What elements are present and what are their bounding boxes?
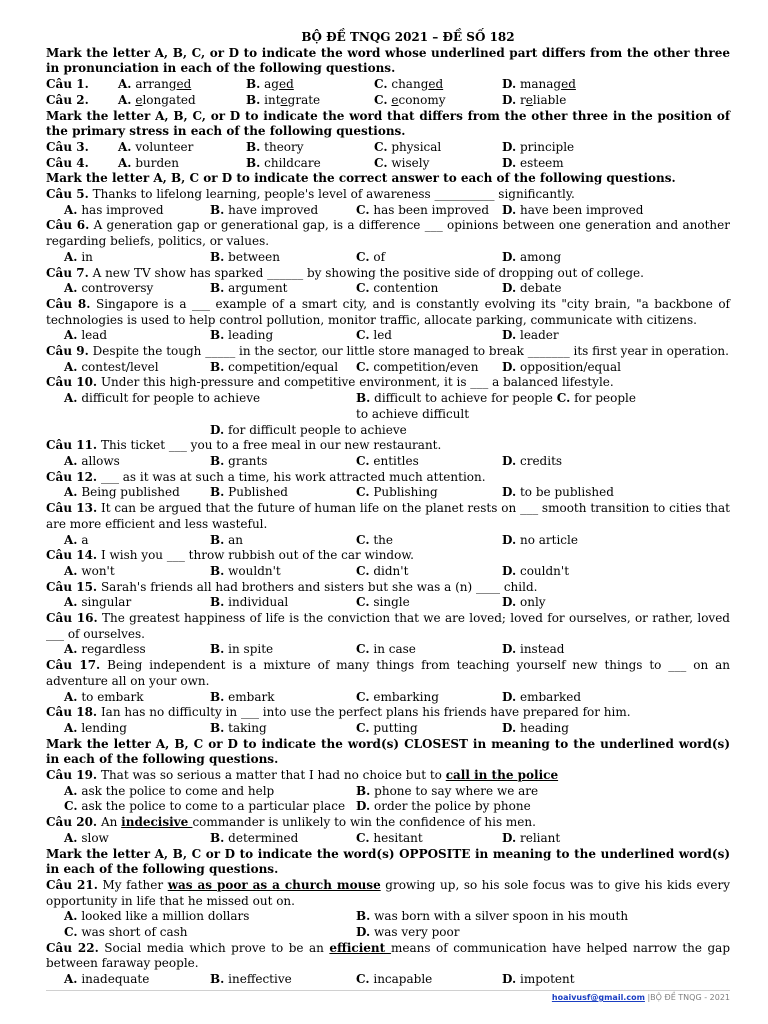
option-c: C. hesitant: [356, 830, 423, 845]
question-21-stem: Câu 21. My father was as poor as a church mouse growing up, so his sole focus was to give his kids every opportunity in life that he missed out on.: [46, 877, 730, 908]
question-11-options: [46, 454, 730, 470]
question-20-options: [46, 831, 730, 847]
question-8-stem: Câu 8. Singapore is a ___ example of a smart city, and is constantly evolving its "city brain, "a backbone of technologies is used to help control pollution, monitor traffic, allocate parking, communicate with citizens.: [46, 296, 730, 327]
question-11-stem: Câu 11. This ticket ___ you to a free meal in our new restaurant.: [46, 438, 442, 453]
instruction-pronunciation: Mark the letter A, B, C, or D to indicate the word whose underlined part differs from the other three in pronunciation in each of the following questions.: [46, 45, 730, 76]
option-b: B. embark: [210, 689, 275, 704]
instruction-opposite: Mark the letter A, B, C or D to indicate the word(s) OPPOSITE in meaning to the underlined word(s) in each of the following questions.: [46, 846, 730, 877]
option-c: C. competition/even: [356, 359, 479, 374]
option-b: B. individual: [210, 595, 289, 610]
option-a: A. regardless: [64, 642, 146, 657]
option-d: D. have been improved: [502, 202, 644, 217]
option-d: D. managed: [502, 77, 576, 92]
question-12-options: [46, 485, 730, 501]
option-d: D. instead: [502, 642, 565, 657]
option-d: D. leader: [502, 328, 559, 343]
instruction-stress: Mark the letter A, B, C, or D to indicate the word that differs from the other three in the position of the primary stress in each of the following questions.: [46, 108, 730, 139]
option-a: A. inadequate: [64, 972, 150, 987]
option-b: B. theory: [246, 139, 304, 154]
question-16-options: [46, 642, 730, 658]
question-9-options: [46, 360, 730, 376]
option-b: B. grants: [210, 453, 268, 468]
option-b: B. Published: [210, 485, 288, 500]
question-22-options: [46, 972, 730, 988]
question-14-options: [46, 564, 730, 580]
option-d: D. to be published: [502, 485, 614, 500]
option-d: D. opposition/equal: [502, 359, 621, 374]
question-16-stem: Câu 16. The greatest happiness of life is the conviction that we are loved; loved for ourselves, or rather, loved ___ of ourselves.: [46, 611, 730, 641]
option-a: A. singular: [64, 595, 132, 610]
question-8-options: [46, 328, 730, 344]
option-d: D. order the police by phone: [356, 799, 531, 814]
exam-page: [46, 30, 730, 988]
question-15-stem: Câu 15. Sarah's friends all had brothers and sisters but she was a (n) ____ child.: [46, 579, 538, 594]
option-b: B. aged: [246, 77, 294, 92]
option-d: D. reliant: [502, 830, 561, 845]
option-c: C. putting: [356, 720, 418, 735]
option-a: A. allows: [64, 453, 120, 468]
footer-separator: |: [644, 993, 651, 1002]
option-c: C. has been improved: [356, 202, 490, 217]
option-b: B. between: [210, 249, 280, 264]
option-d: D. for difficult people to achieve: [210, 422, 407, 437]
option-a: A. looked like a million dollars: [64, 909, 250, 924]
footer-email-link[interactable]: hoaivusf@gmail.com: [551, 993, 645, 1002]
option-b: B. ineffective: [210, 972, 292, 987]
question-number: Câu 1.: [46, 77, 89, 92]
option-c: C. in case: [356, 642, 416, 657]
option-b: B. taking: [210, 720, 267, 735]
question-18-stem: Câu 18. Ian has no difficulty in ___ into use the perfect plans his friends have prepared for him.: [46, 705, 631, 720]
option-b: B. phone to say where we are: [356, 783, 539, 798]
question-19-options: [46, 784, 730, 815]
option-a: A. controversy: [64, 281, 154, 296]
option-a: A. difficult for people to achieve: [64, 391, 261, 406]
option-a: A. volunteer: [118, 139, 194, 154]
option-a: A. a: [64, 532, 89, 547]
option-b: B. leading: [210, 328, 274, 343]
option-b: B. argument: [210, 281, 288, 296]
option-a: A. lead: [64, 328, 108, 343]
option-c: C. economy: [374, 92, 446, 107]
option-a: A. won't: [64, 563, 115, 578]
question-2: [46, 93, 730, 109]
option-a: A. ask the police to come and help: [64, 783, 275, 798]
option-b: B. integrate: [246, 92, 321, 107]
option-c: C. entitles: [356, 453, 419, 468]
option-c: C. physical: [374, 139, 442, 154]
option-b: B. have improved: [210, 202, 319, 217]
question-13-options: [46, 533, 730, 549]
option-a: A. arranged: [118, 77, 192, 92]
option-c: C. changed: [374, 77, 444, 92]
instruction-closest: Mark the letter A, B, C or D to indicate the word(s) CLOSEST in meaning to the underlined word(s) in each of the following questions.: [46, 736, 730, 767]
option-a: A. to embark: [64, 689, 144, 704]
option-a: A. elongated: [118, 92, 196, 107]
instruction-correct-answer: Mark the letter A, B, C or D to indicate the correct answer to each of the following questions.: [46, 171, 676, 186]
page-footer: [46, 990, 730, 1002]
option-b: B. difficult to achieve for people C. for people to achieve difficult: [356, 391, 636, 421]
option-c: C. the: [356, 532, 394, 547]
option-a: A. contest/level: [64, 359, 159, 374]
option-a: A. slow: [64, 830, 109, 845]
question-4: Câu 4. A. burden B. childcare C. wisely D. esteem: [46, 156, 730, 172]
question-7-options: [46, 281, 730, 297]
question-1: [46, 77, 730, 93]
question-10-options: [46, 391, 730, 422]
option-d: D. among: [502, 249, 562, 264]
question-6-stem: Câu 6. A generation gap or generational gap, is a difference ___ opinions between one generation and another regarding beliefs, politics, or values.: [46, 218, 730, 249]
option-d: D. heading: [502, 720, 569, 735]
question-3: Câu 3. A. volunteer B. theory C. physical D. principle: [46, 140, 730, 156]
option-c: C. didn't: [356, 563, 409, 578]
question-17-options: [46, 690, 730, 706]
question-22-stem: Câu 22. Social media which prove to be an efficient means of communication have helped narrow the gap between faraway people.: [46, 940, 731, 971]
option-c: C. of: [356, 249, 386, 264]
option-c: C. was short of cash: [64, 925, 188, 940]
option-c: C. ask the police to come to a particular place: [64, 799, 346, 814]
option-b: B. an: [210, 532, 244, 547]
option-b: B. in spite: [210, 642, 274, 657]
option-a: A. burden: [118, 155, 179, 170]
option-d: D. principle: [502, 139, 575, 154]
question-13-stem: Câu 13. It can be argued that the future of human life on the planet rests on ___ smooth transition to cities that are more efficient and less wasteful.: [46, 501, 730, 531]
option-d: D. no article: [502, 532, 578, 547]
question-10-stem: Câu 10. Under this high-pressure and competitive environment, it is ___ a balanced lifestyle.: [46, 375, 614, 390]
question-7-stem: Câu 7. A new TV show has sparked ______ by showing the positive side of dropping out of college.: [46, 265, 644, 280]
option-b: B. wouldn't: [210, 563, 281, 578]
question-9-stem: Câu 9. Despite the tough _____ in the sector, our little store managed to break _______ its first year in operation.: [46, 344, 729, 359]
option-d: D. couldn't: [502, 563, 570, 578]
question-17-stem: Câu 17. Being independent is a mixture of many things from teaching yourself new things to ___ on an adventure all on your own.: [46, 658, 730, 688]
option-d: D. was very poor: [356, 925, 460, 940]
option-a: A. Being published: [64, 485, 180, 500]
option-b: B. was born with a silver spoon in his mouth: [356, 909, 629, 924]
question-10-options-2: [46, 423, 730, 439]
option-c: C. contention: [356, 281, 439, 296]
question-15-options: [46, 595, 730, 611]
question-20-stem: Câu 20. An indecisive commander is unlikely to win the confidence of his men.: [46, 815, 536, 830]
option-d: D. only: [502, 595, 546, 610]
option-c: C. embarking: [356, 689, 439, 704]
option-d: D. debate: [502, 281, 562, 296]
option-a: A. in: [64, 249, 93, 264]
option-d: D. embarked: [502, 689, 582, 704]
option-d: D. impotent: [502, 972, 575, 987]
option-c: C. incapable: [356, 972, 433, 987]
option-b: B. competition/equal: [210, 359, 339, 374]
option-a: A. lending: [64, 720, 127, 735]
page-title: BỘ ĐỀ TNQG 2021 – ĐỀ SỐ 182: [301, 30, 515, 44]
question-19-stem: Câu 19. That was so serious a matter that I had no choice but to call in the police: [46, 768, 559, 783]
option-d: D. esteem: [502, 155, 564, 170]
question-number: Câu 2.: [46, 92, 89, 107]
question-21-options: [46, 909, 730, 940]
option-c: C. wisely: [374, 155, 430, 170]
option-d: D. reliable: [502, 92, 567, 107]
question-18-options: [46, 721, 730, 737]
option-c: C. single: [356, 595, 410, 610]
option-c: C. Publishing: [356, 485, 438, 500]
question-5-stem: Câu 5. Thanks to lifelong learning, people's level of awareness __________ significantly.: [46, 187, 575, 202]
option-c: C. led: [356, 328, 392, 343]
option-a: A. has improved: [64, 202, 164, 217]
question-6-options: [46, 250, 730, 266]
question-5-options: [46, 203, 730, 219]
option-b: B. childcare: [246, 155, 321, 170]
question-12-stem: Câu 12. ___ as it was at such a time, his work attracted much attention.: [46, 469, 486, 484]
footer-label: BỘ ĐỀ TNQG - 2021: [650, 993, 730, 1002]
question-14-stem: Câu 14. I wish you ___ throw rubbish out of the car window.: [46, 548, 414, 563]
option-b: B. determined: [210, 830, 299, 845]
option-d: D. credits: [502, 453, 563, 468]
